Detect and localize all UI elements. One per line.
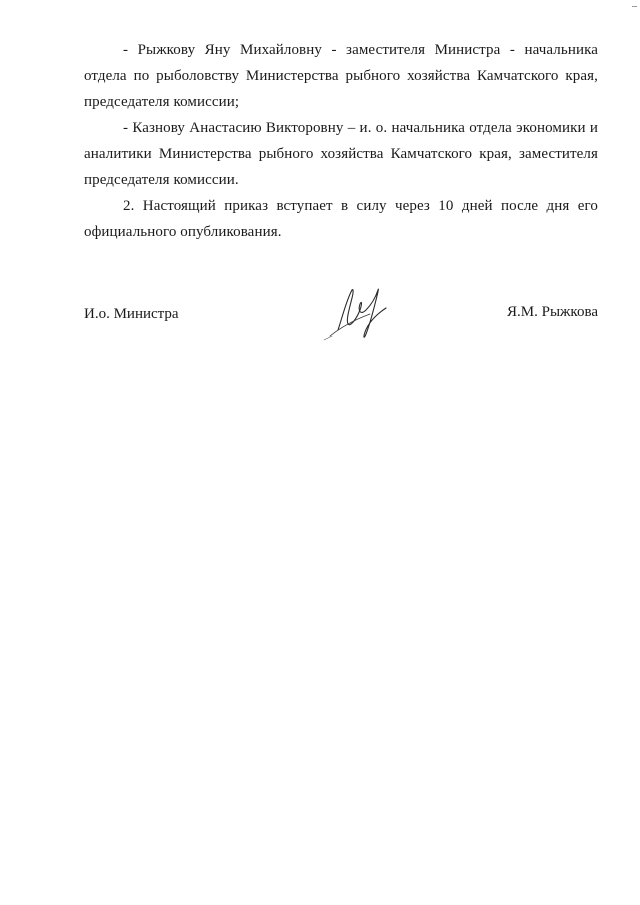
paragraph-deputy-chair-ryzhkova: - Рыжкову Яну Михайловну - заместителя Министра - начальника отдела по рыболовству Министерства рыбного хозяйства Камчатского края, председателя комиссии; [84, 42, 598, 110]
signatory-name: Я.М. Рыжкова [507, 304, 598, 320]
document-body [84, 37, 598, 245]
paragraph-effective-date: 2. Настоящий приказ вступает в силу через 10 дней после дня его официального опубликования. [84, 198, 598, 240]
signatory-role: И.о. Министра [84, 306, 179, 322]
scan-mark [632, 6, 637, 7]
signature-block [84, 300, 598, 360]
paragraph-deputy-chair-kaznova: - Казнову Анастасию Викторовну – и. о. начальника отдела экономики и аналитики Министерства рыбного хозяйства Камчатского края, заместителя председателя комиссии. [84, 120, 598, 188]
handwritten-signature-icon [316, 278, 396, 346]
